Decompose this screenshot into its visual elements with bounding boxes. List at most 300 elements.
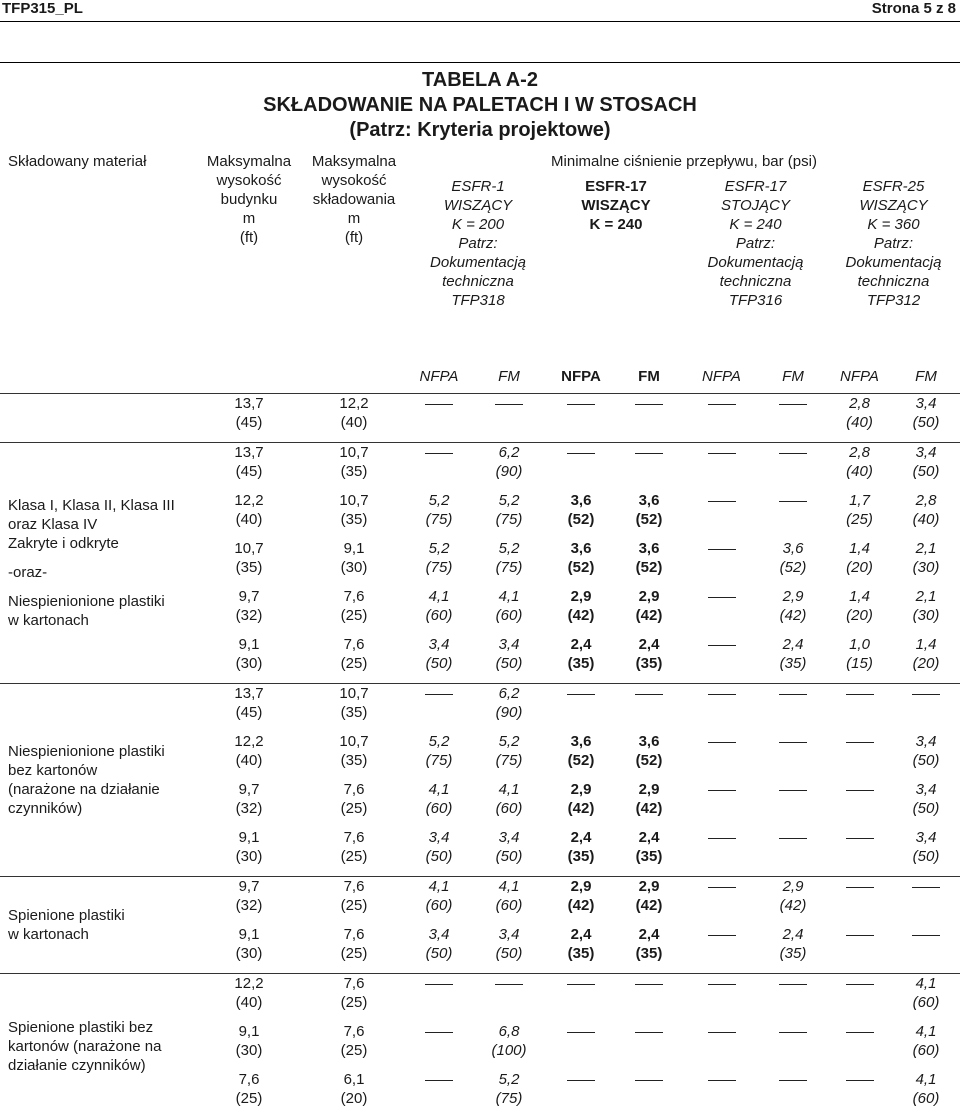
value-metric: 7,6 — [300, 587, 408, 606]
value-cell — [827, 684, 892, 733]
dash-mark — [912, 887, 940, 888]
value-metric: 2,9 — [614, 877, 684, 896]
value-metric: 13,7 — [198, 394, 300, 413]
value-cell — [300, 974, 408, 1023]
value-metric: 3,6 — [759, 539, 827, 558]
value-metric: 3,4 — [892, 443, 960, 462]
value-cell — [614, 491, 684, 539]
dash-mark — [779, 742, 807, 743]
value-imperial: (50) — [408, 654, 470, 673]
material-line: Zakryte i odkryte — [8, 534, 198, 553]
value-metric: 6,1 — [300, 1070, 408, 1089]
value-metric: 4,1 — [408, 587, 470, 606]
material-line: w kartonach — [8, 925, 198, 944]
value-metric: 13,7 — [198, 443, 300, 462]
value-imperial: (20) — [827, 606, 892, 625]
value-cell — [300, 732, 408, 780]
value-metric: 2,9 — [759, 587, 827, 606]
dash-mark — [846, 887, 874, 888]
value-metric: 2,9 — [548, 877, 614, 896]
value-cell — [198, 587, 300, 635]
value-imperial: (50) — [892, 847, 960, 866]
value-imperial: (35) — [548, 944, 614, 963]
value-cell — [684, 1022, 759, 1070]
value-cell — [684, 1070, 759, 1118]
value-cell — [614, 925, 684, 974]
value-metric: 3,4 — [470, 635, 548, 654]
dash-mark — [912, 935, 940, 936]
material-line: działanie czynników) — [8, 1056, 198, 1075]
esfr17-upright-header: ESFR-17 STOJĄCY K = 240 Patrz: Dokumentacją techniczna TFP316 — [684, 177, 827, 367]
dash-mark — [708, 694, 736, 695]
value-imperial: (50) — [892, 462, 960, 481]
dash-mark — [779, 790, 807, 791]
material-line: bez kartonów — [8, 761, 198, 780]
value-metric: 9,7 — [198, 780, 300, 799]
value-imperial: (40) — [892, 510, 960, 529]
dash-mark — [708, 935, 736, 936]
value-imperial: (75) — [470, 1089, 548, 1108]
value-cell — [548, 539, 614, 587]
value-cell — [684, 828, 759, 877]
value-imperial: (42) — [614, 896, 684, 915]
value-cell — [408, 732, 470, 780]
page-header — [0, 0, 960, 20]
value-metric: 3,4 — [470, 828, 548, 847]
value-metric: 5,2 — [470, 539, 548, 558]
value-imperial: (15) — [827, 654, 892, 673]
value-cell — [470, 684, 548, 733]
value-cell — [470, 780, 548, 828]
value-imperial: (45) — [198, 462, 300, 481]
header-row — [0, 152, 960, 367]
dash-mark — [635, 453, 663, 454]
value-metric: 9,1 — [198, 1022, 300, 1041]
value-cell — [408, 780, 470, 828]
value-cell — [759, 877, 827, 926]
material-line: czynników) — [8, 799, 198, 818]
value-cell — [408, 877, 470, 926]
dash-mark — [708, 1032, 736, 1033]
value-cell — [198, 491, 300, 539]
value-cell — [892, 539, 960, 587]
value-metric: 12,2 — [198, 491, 300, 510]
value-imperial: (40) — [827, 462, 892, 481]
table-title-line2: SKŁADOWANIE NA PALETACH I W STOSACH — [200, 93, 760, 118]
value-cell — [684, 394, 759, 443]
value-metric: 10,7 — [300, 684, 408, 703]
table-row — [0, 684, 960, 733]
dash-mark — [708, 790, 736, 791]
value-cell — [827, 635, 892, 684]
value-metric: 4,1 — [892, 1070, 960, 1089]
value-imperial: (75) — [408, 751, 470, 770]
value-metric: 3,4 — [408, 635, 470, 654]
dash-mark — [635, 1080, 663, 1081]
storage-table — [0, 152, 960, 1118]
value-imperial: (20) — [827, 558, 892, 577]
table-row — [0, 394, 960, 443]
value-metric: 7,6 — [300, 877, 408, 896]
value-cell — [408, 1022, 470, 1070]
value-metric: 1,4 — [827, 587, 892, 606]
dash-mark — [425, 694, 453, 695]
value-metric: 3,4 — [892, 780, 960, 799]
value-imperial: (60) — [892, 1041, 960, 1060]
value-imperial: (35) — [614, 654, 684, 673]
material-line: oraz Klasa IV — [8, 515, 198, 534]
value-metric: 7,6 — [300, 635, 408, 654]
value-metric: 9,1 — [198, 828, 300, 847]
esfr17-pendent-header: ESFR-17 WISZĄCY K = 240 — [548, 177, 684, 367]
value-cell — [470, 443, 548, 492]
value-cell — [892, 587, 960, 635]
value-cell — [470, 539, 548, 587]
value-cell — [300, 1022, 408, 1070]
value-metric: 10,7 — [300, 732, 408, 751]
dash-mark — [425, 1080, 453, 1081]
value-cell — [198, 1070, 300, 1118]
value-imperial: (32) — [198, 606, 300, 625]
dash-mark — [708, 549, 736, 550]
value-cell — [827, 974, 892, 1023]
value-metric: 5,2 — [408, 732, 470, 751]
value-cell — [684, 539, 759, 587]
value-imperial: (30) — [198, 847, 300, 866]
value-metric: 3,4 — [892, 828, 960, 847]
value-cell — [470, 877, 548, 926]
material-header: Składowany materiał — [0, 152, 198, 367]
value-cell — [548, 780, 614, 828]
value-metric: 10,7 — [198, 539, 300, 558]
dash-mark — [846, 838, 874, 839]
value-metric: 7,6 — [300, 925, 408, 944]
value-cell — [470, 1022, 548, 1070]
table-title-line1: TABELA A-2 — [200, 68, 760, 93]
value-cell — [614, 974, 684, 1023]
value-cell — [198, 877, 300, 926]
value-imperial: (42) — [548, 799, 614, 818]
value-metric: 3,6 — [614, 732, 684, 751]
value-imperial: (30) — [892, 558, 960, 577]
value-imperial: (45) — [198, 413, 300, 432]
value-metric: 3,4 — [408, 828, 470, 847]
value-imperial: (35) — [198, 558, 300, 577]
value-cell — [408, 828, 470, 877]
value-cell — [470, 491, 548, 539]
header-rule — [0, 21, 960, 22]
value-cell — [408, 635, 470, 684]
value-cell — [300, 828, 408, 877]
value-cell — [892, 635, 960, 684]
value-imperial: (30) — [892, 606, 960, 625]
value-cell — [759, 684, 827, 733]
value-imperial: (25) — [300, 1041, 408, 1060]
value-cell — [614, 1022, 684, 1070]
value-metric: 7,6 — [300, 780, 408, 799]
dash-mark — [779, 501, 807, 502]
value-metric: 9,1 — [300, 539, 408, 558]
material-line: (narażone na działanie — [8, 780, 198, 799]
value-metric: 2,4 — [548, 828, 614, 847]
value-metric: 2,4 — [759, 635, 827, 654]
value-cell — [892, 1022, 960, 1070]
std-fm: FM — [759, 367, 827, 394]
value-imperial: (35) — [548, 847, 614, 866]
value-cell — [300, 1070, 408, 1118]
value-imperial: (40) — [198, 510, 300, 529]
value-metric: 3,4 — [892, 394, 960, 413]
value-cell — [548, 394, 614, 443]
value-imperial: (60) — [470, 799, 548, 818]
value-cell — [614, 394, 684, 443]
value-cell — [827, 780, 892, 828]
value-metric: 2,4 — [614, 635, 684, 654]
dash-mark — [846, 1080, 874, 1081]
value-imperial: (30) — [198, 1041, 300, 1060]
value-imperial: (50) — [408, 944, 470, 963]
value-metric: 2,9 — [614, 780, 684, 799]
value-cell — [408, 539, 470, 587]
value-cell — [759, 587, 827, 635]
value-cell — [300, 587, 408, 635]
value-cell — [614, 828, 684, 877]
value-cell — [548, 925, 614, 974]
dash-mark — [635, 984, 663, 985]
value-metric: 4,1 — [892, 974, 960, 993]
value-cell — [470, 732, 548, 780]
value-cell — [548, 443, 614, 492]
value-imperial: (25) — [300, 896, 408, 915]
value-cell — [759, 491, 827, 539]
value-imperial: (60) — [470, 606, 548, 625]
dash-mark — [635, 1032, 663, 1033]
value-imperial: (45) — [198, 703, 300, 722]
dash-mark — [779, 453, 807, 454]
value-cell — [548, 828, 614, 877]
table-title-line3: (Patrz: Kryteria projektowe) — [200, 118, 760, 143]
dash-mark — [425, 453, 453, 454]
value-metric: 3,4 — [408, 925, 470, 944]
value-imperial: (75) — [470, 558, 548, 577]
value-imperial: (40) — [827, 413, 892, 432]
value-metric: 2,4 — [759, 925, 827, 944]
value-imperial: (52) — [614, 510, 684, 529]
value-metric: 4,1 — [470, 780, 548, 799]
value-cell — [827, 925, 892, 974]
value-metric: 6,2 — [470, 443, 548, 462]
value-metric: 12,2 — [198, 974, 300, 993]
value-imperial: (75) — [408, 558, 470, 577]
value-metric: 9,1 — [198, 925, 300, 944]
dash-mark — [567, 984, 595, 985]
std-nfpa: NFPA — [827, 367, 892, 394]
value-imperial: (60) — [892, 993, 960, 1012]
value-metric: 5,2 — [408, 539, 470, 558]
value-cell — [614, 443, 684, 492]
value-cell — [198, 394, 300, 443]
value-metric: 12,2 — [198, 732, 300, 751]
dash-mark — [912, 694, 940, 695]
table-row — [0, 974, 960, 1023]
value-cell — [759, 394, 827, 443]
value-cell — [408, 1070, 470, 1118]
value-imperial: (75) — [470, 751, 548, 770]
table-body — [0, 394, 960, 1118]
value-metric: 7,6 — [300, 1022, 408, 1041]
value-imperial: (60) — [470, 896, 548, 915]
value-cell — [300, 394, 408, 443]
dash-mark — [708, 597, 736, 598]
material-cell — [0, 684, 198, 877]
value-cell — [892, 684, 960, 733]
value-cell — [684, 974, 759, 1023]
value-metric: 5,2 — [408, 491, 470, 510]
value-metric: 2,9 — [759, 877, 827, 896]
value-imperial: (60) — [408, 606, 470, 625]
dash-mark — [708, 838, 736, 839]
value-imperial: (35) — [614, 847, 684, 866]
dash-mark — [708, 453, 736, 454]
material-line: Niespienionione plastiki — [8, 592, 198, 611]
value-metric: 7,6 — [300, 828, 408, 847]
value-imperial: (35) — [614, 944, 684, 963]
value-metric: 3,6 — [548, 539, 614, 558]
value-cell — [614, 587, 684, 635]
dash-mark — [708, 404, 736, 405]
value-cell — [892, 925, 960, 974]
dash-mark — [846, 984, 874, 985]
material-line: Spienione plastiki — [8, 906, 198, 925]
dash-mark — [425, 984, 453, 985]
dash-mark — [425, 404, 453, 405]
doc-code: TFP315_PL — [2, 0, 83, 17]
value-metric: 3,6 — [614, 539, 684, 558]
value-metric: 1,7 — [827, 491, 892, 510]
value-metric: 2,8 — [827, 394, 892, 413]
material-cell — [0, 974, 198, 1118]
value-cell — [470, 635, 548, 684]
dash-mark — [567, 694, 595, 695]
value-imperial: (42) — [614, 799, 684, 818]
value-metric: 10,7 — [300, 491, 408, 510]
value-metric: 6,8 — [470, 1022, 548, 1041]
std-fm: FM — [614, 367, 684, 394]
value-cell — [548, 732, 614, 780]
pressure-header-title: Minimalne ciśnienie przepływu, bar (psi) — [408, 152, 960, 171]
value-metric: 4,1 — [892, 1022, 960, 1041]
std-fm: FM — [892, 367, 960, 394]
value-imperial: (35) — [300, 751, 408, 770]
value-metric: 4,1 — [470, 587, 548, 606]
value-cell — [759, 635, 827, 684]
value-cell — [408, 587, 470, 635]
value-metric: 2,1 — [892, 587, 960, 606]
value-cell — [892, 394, 960, 443]
dash-mark — [708, 645, 736, 646]
value-cell — [198, 1022, 300, 1070]
value-cell — [300, 684, 408, 733]
value-cell — [892, 780, 960, 828]
value-cell — [684, 780, 759, 828]
dash-mark — [779, 694, 807, 695]
value-imperial: (25) — [300, 799, 408, 818]
value-imperial: (25) — [300, 944, 408, 963]
value-cell — [759, 732, 827, 780]
dash-mark — [846, 694, 874, 695]
material-line: Spienione plastiki bez — [8, 1018, 198, 1037]
value-imperial: (20) — [300, 1089, 408, 1108]
material-line: w kartonach — [8, 611, 198, 630]
value-cell — [827, 587, 892, 635]
value-cell — [614, 732, 684, 780]
value-cell — [198, 925, 300, 974]
value-imperial: (35) — [759, 654, 827, 673]
value-cell — [827, 539, 892, 587]
value-cell — [827, 877, 892, 926]
value-cell — [548, 587, 614, 635]
value-cell — [300, 539, 408, 587]
value-cell — [827, 732, 892, 780]
dash-mark — [779, 1032, 807, 1033]
value-metric: 2,8 — [827, 443, 892, 462]
value-cell — [408, 491, 470, 539]
value-cell — [614, 539, 684, 587]
value-imperial: (30) — [300, 558, 408, 577]
value-cell — [408, 684, 470, 733]
material-empty — [0, 394, 198, 443]
value-cell — [759, 1022, 827, 1070]
value-imperial: (25) — [300, 606, 408, 625]
value-imperial: (30) — [198, 654, 300, 673]
value-cell — [684, 925, 759, 974]
value-metric: 2,4 — [614, 828, 684, 847]
dash-mark — [635, 694, 663, 695]
value-imperial: (75) — [470, 510, 548, 529]
value-imperial: (35) — [300, 462, 408, 481]
value-cell — [614, 1070, 684, 1118]
std-fm: FM — [470, 367, 548, 394]
value-metric: 13,7 — [198, 684, 300, 703]
value-cell — [300, 877, 408, 926]
dash-mark — [779, 404, 807, 405]
value-imperial: (50) — [892, 413, 960, 432]
value-cell — [684, 684, 759, 733]
storage-height-header: Maksymalna wysokość składowania m (ft) — [300, 152, 408, 367]
value-imperial: (35) — [759, 944, 827, 963]
value-imperial: (25) — [300, 654, 408, 673]
value-cell — [892, 974, 960, 1023]
value-cell — [408, 394, 470, 443]
value-cell — [548, 684, 614, 733]
value-cell — [470, 828, 548, 877]
material-cell — [0, 877, 198, 974]
value-cell — [470, 974, 548, 1023]
page-number: Strona 5 z 8 — [872, 0, 956, 17]
value-cell — [548, 1070, 614, 1118]
value-cell — [759, 539, 827, 587]
value-cell — [827, 491, 892, 539]
value-imperial: (25) — [300, 847, 408, 866]
value-cell — [892, 443, 960, 492]
value-imperial: (52) — [614, 751, 684, 770]
value-cell — [470, 1070, 548, 1118]
value-metric: 2,4 — [614, 925, 684, 944]
value-cell — [548, 877, 614, 926]
material-line: -oraz- — [8, 563, 198, 582]
value-cell — [684, 587, 759, 635]
value-imperial: (25) — [198, 1089, 300, 1108]
